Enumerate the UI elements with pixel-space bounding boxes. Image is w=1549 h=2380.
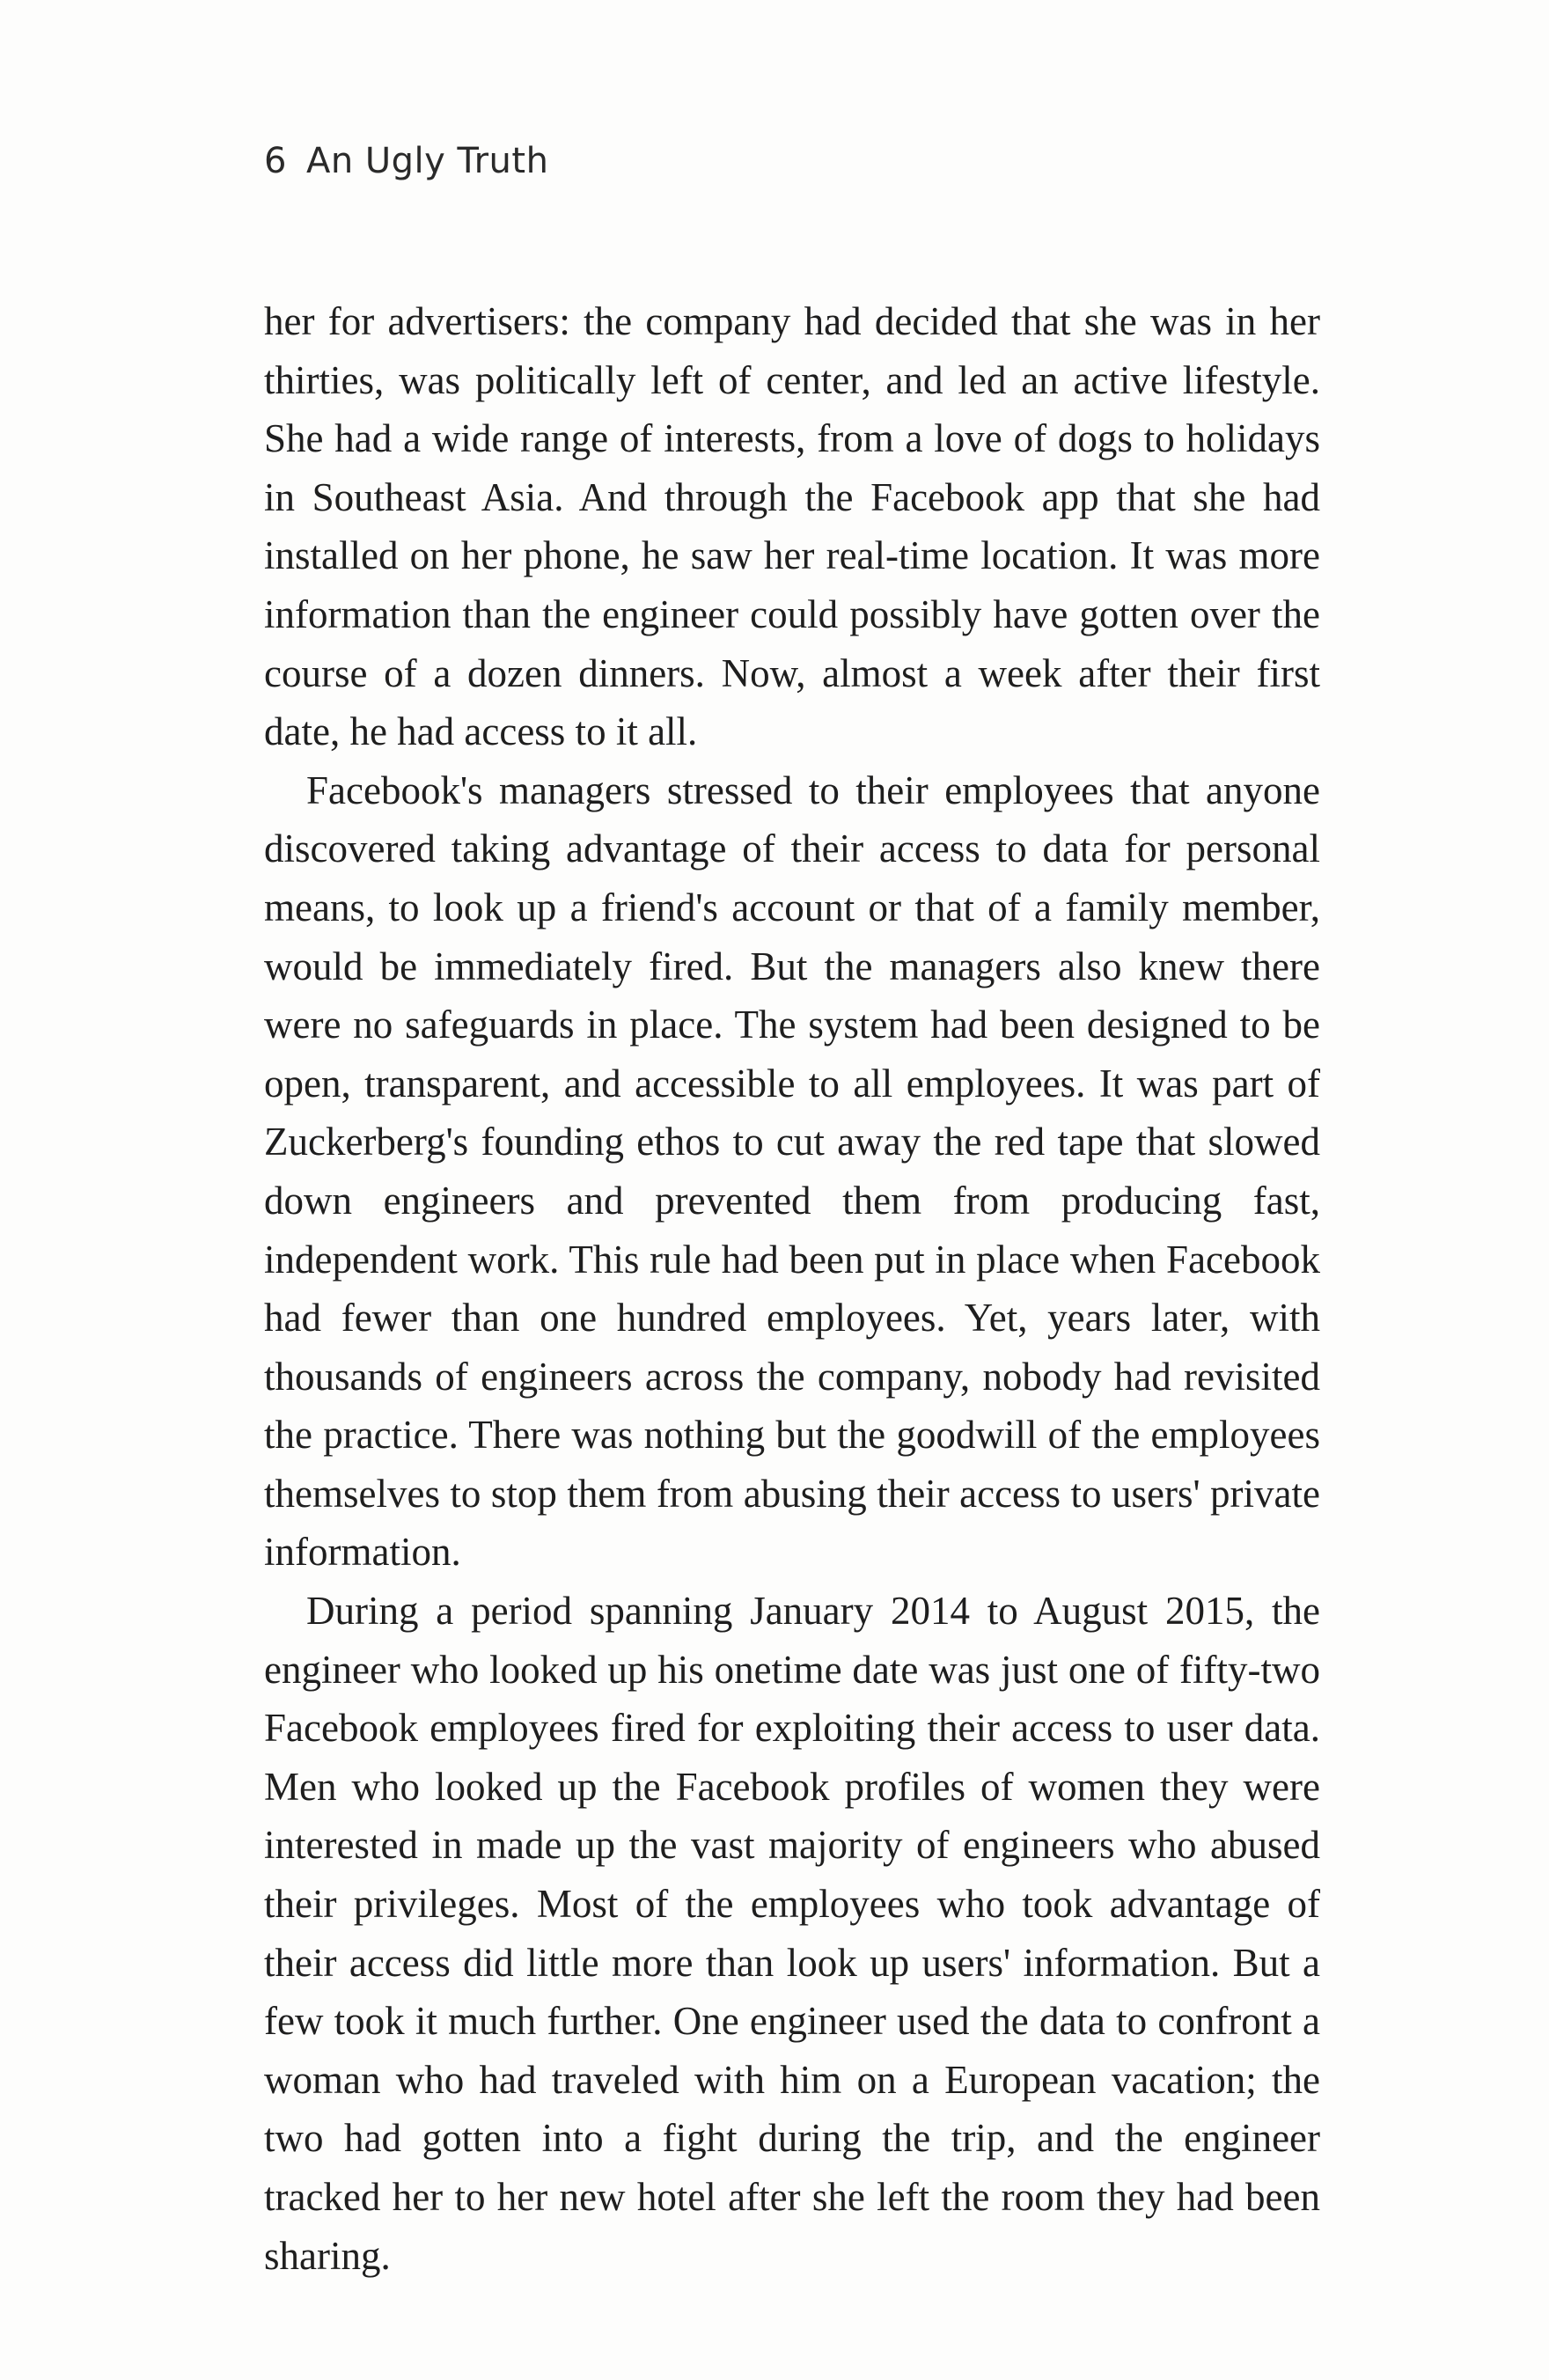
running-title: An Ugly Truth	[305, 141, 549, 181]
paragraph: During a period spanning January 2014 to August 2015, the engineer who looked up his onetime date was just one of fifty-two Facebook employees fired for exploiting their access to user data. Men who looked up the Facebook profiles of women they were interested in made up the vast majority of engineers who abused their privileges. Most of the employees who took advantage of their access did little more than look up users' information. But a few took it much further. One engineer used the data to confront a woman who had traveled with him on a European vacation; the two had gotten into a fight during the trip, and the engineer tracked her to her new hotel after she left the room they had been sharing.	[264, 1589, 1320, 2278]
page-number: 6	[264, 141, 287, 181]
paragraph-continued: her for advertisers: the company had decided that she was in her thirties, was politically left of center, and led an active lifestyle. She had a wide range of interests, from a love of dogs to holidays in Southeast Asia. And through the Facebook app that she had installed on her phone, he saw her real-time location. It was more information than the engineer could possibly have gotten over the course of a dozen dinners. Now, almost a week after their first date, he had access to it all.	[264, 299, 1320, 754]
running-head	[264, 141, 548, 181]
paragraph: Facebook's managers stressed to their employees that anyone discovered taking advantage of their access to data for personal means, to look up a friend's account or that of a family member, would be immediately fired. But the managers also knew there were no safeguards in place. The system had been designed to be open, transparent, and accessible to all employees. It was part of Zuckerberg's founding ethos to cut away the red tape that slowed down engineers and prevented them from producing fast, independent work. This rule had been put in place when Facebook had fewer than one hundred employees. Yet, years later, with thousands of engineers across the company, nobody had revisited the practice. There was nothing but the goodwill of the employees themselves to stop them from abusing their access to users' private information.	[264, 768, 1320, 1575]
body-text	[264, 292, 1320, 2285]
